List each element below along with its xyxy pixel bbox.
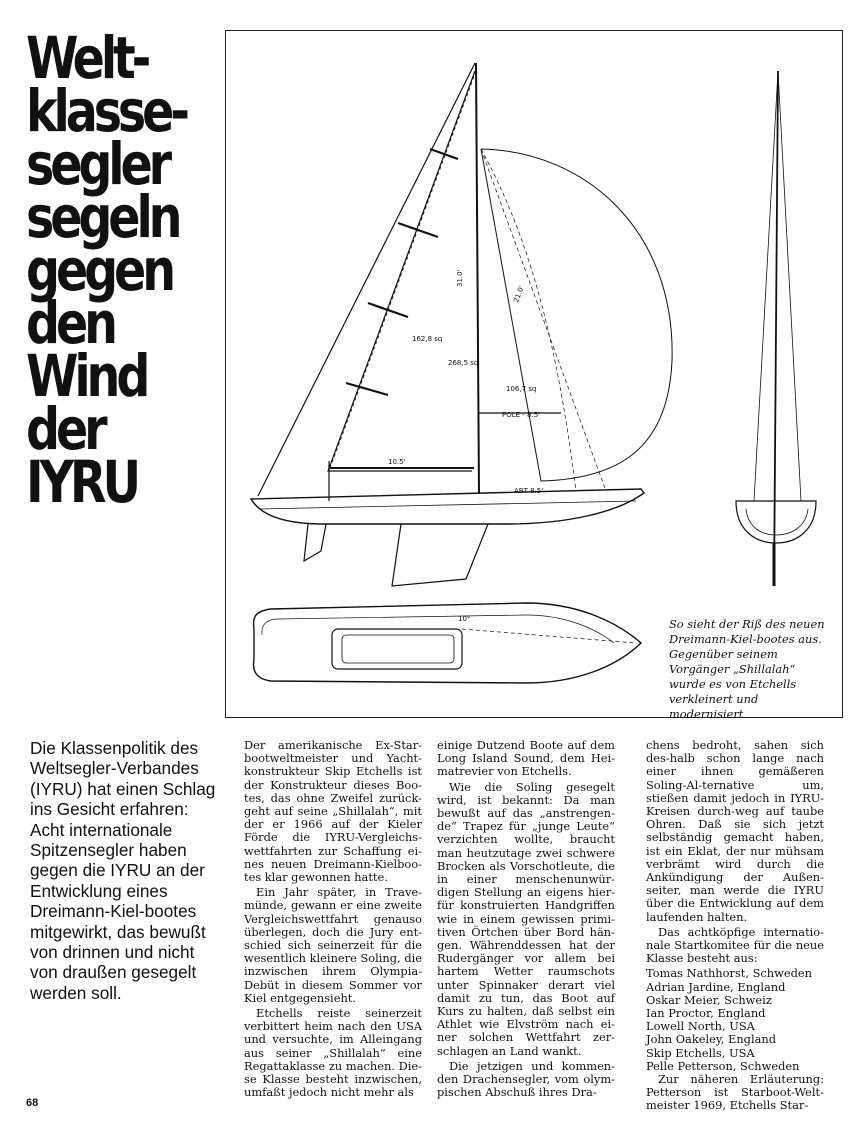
paragraph: Der amerikanische Ex-Star-bootweltmeister und Yacht-konstrukteur Skip Etchells ist der Konstrukteur dieses Boo-tes, das ohne Zweifel zurück-geht auf seine „Shillalah“, mit der er 1966 auf der Kieler Förde die IYRU-Vergleichs-wettfahrten zur Schaffung ei-nes neuen Dreimann-Kielboo-tes klar gewonnen hatte. (244, 738, 422, 885)
headline-line: segler (26, 130, 169, 198)
headline-line: klasse- (26, 77, 186, 145)
committee-member: Adrian Jardine, England (646, 979, 786, 994)
headline-line: den (26, 289, 114, 357)
paragraph: Ein Jahr später, in Trave-münde, gewann er eine zweite Vergleichswettfahrt genauso überlegen, doch die Jury ent-schied sich seinerzeit für die wesentlich kleinere Soling, die inzwischen ihrem Olympia-Debüt in diesem Sommer vor Kiel entgegensieht. (244, 885, 422, 1005)
figure-caption: So sieht der Riß des neuen Dreimann-Kiel-bootes aus. Gegenüber seinem Vorgänger „Shillalah“ wurde es von Etchells verkleinert und modernisiert (669, 617, 825, 721)
spinnaker-sail (481, 149, 672, 481)
label-mast-height: 31.0' (456, 269, 464, 287)
jib-sail (328, 71, 475, 471)
paragraph: Das achtköpfige internatio-nale Startkomitee für die neue Klasse besteht aus: (646, 924, 824, 966)
label-spinnaker: 21.0' (512, 284, 526, 304)
committee-member: Lowell North, USA (646, 1019, 755, 1034)
committee-member: Oskar Meier, Schweiz (646, 992, 772, 1007)
headline-line: gegen (26, 236, 172, 304)
article-column-2 (437, 739, 615, 1101)
lead-paragraph: Die Klassenpolitik des Weltsegler-Verbandes (IYRU) hat einen Schlag ins Gesicht erfahren: Acht internationale Spitzensegler haben gegen die IYRU an der Entwicklung eines Dreimann-Kiel-bootes mitgewirkt, das bewußt von drinnen und nicht von draußen gesegelt werden soll. (30, 738, 216, 1003)
boat-drawing-figure (225, 30, 843, 721)
paragraph: chens bedroht, sahen sich des-halb schon lange nach einer ihnen gemäßeren Soling-Al-ternative um, stießen damit jedoch in IYRU-Kreisen durch-weg auf taube Ohren. Daß sie sich jetzt selbständig gemacht haben, ist ein Eklat, der nur mühsam verbrämt wird durch die Ankündigung der Außen-seiter, man werde die IYRU über die Entwicklung auf dem laufenden halten. (646, 738, 824, 924)
label-main-area: 162,8 sq (412, 335, 443, 343)
headline-line: Welt- (26, 24, 148, 92)
paragraph: Die jetzigen und kommen-den Drachensegler, vom olym-pischen Abschuß ihres Dra- (437, 1058, 615, 1100)
deck-plan (254, 603, 641, 683)
label-boom: 10.5' (388, 458, 406, 466)
paragraph: einige Dutzend Boote auf dem Long Island Sound, dem Hei-matrevier von Etchells. (437, 738, 615, 779)
committee-member: John Oakeley, England (646, 1032, 777, 1047)
committee-member: Tomas Nathhorst, Schweden (646, 966, 812, 981)
article-column-1 (244, 739, 422, 1101)
sailboat-plan-drawing (226, 31, 844, 719)
paragraph: Wie die Soling gesegelt wird, ist bekannt: Da man bewußt auf das „anstrengen-de“ Trapez für „junge Leute“ verzichten wollte, braucht man heutzutage zwei schwere Brocken als Vorschotleute, die in einer menschenunwür-digen Stellung an eigens hier-für konstruierten Handgriffen wie in einem gewissen primi-tiven Örtchen über Bord hän-gen. Währenddessen hat der Rudergänger vor allem bei hartem Wetter raumschots unter Spinnaker derart viel damit zu tun, das Boot auf Kurs zu halten, daß selbst ein Athlet wie Elvström nach ei-ner solchen Wettfahrt zer-schlagen an Land wankt. (437, 779, 615, 1058)
headline-line: Wind (26, 342, 147, 410)
stern-view-hull (736, 501, 816, 543)
article-column-3 (646, 739, 824, 1115)
mast (476, 63, 479, 493)
forestay (258, 63, 475, 496)
keel (392, 524, 488, 586)
hull-profile (251, 489, 644, 524)
paragraph: Zur näheren Erläuterung: Petterson ist Starboot-Welt-meister 1969, Etchells Star- (646, 1072, 824, 1113)
headline-line: der (26, 395, 104, 463)
label-total-area: 268,5 sq (448, 359, 479, 367)
label-angle: 10° (458, 615, 471, 623)
label-pole: POLE - 8.5' (502, 411, 541, 419)
page-number: 68 (26, 1097, 39, 1109)
committee-list (646, 967, 824, 1073)
mainsail-leech (329, 71, 479, 471)
rudder (304, 524, 326, 561)
paragraph: Etchells reiste seinerzeit verbittert heim nach den USA und versuchte, im Alleingang aus seiner „Shillalah“ eine Regattaklasse zu machen. Die-se Klasse besteht inzwischen, umfaßt jedoch nicht mehr als (244, 1006, 422, 1100)
label-abt: ABT 8.5' (514, 487, 544, 495)
stern-view-mast (774, 71, 778, 586)
committee-member: Pelle Petterson, Schweden (646, 1058, 800, 1073)
label-jib-area: 106,7 sq (506, 385, 537, 393)
headline (26, 24, 186, 516)
committee-member: Skip Etchells, USA (646, 1045, 755, 1060)
committee-member: Ian Proctor, England (646, 1006, 766, 1021)
headline-line: IYRU (26, 448, 137, 516)
headline-line: segeln (26, 183, 179, 251)
